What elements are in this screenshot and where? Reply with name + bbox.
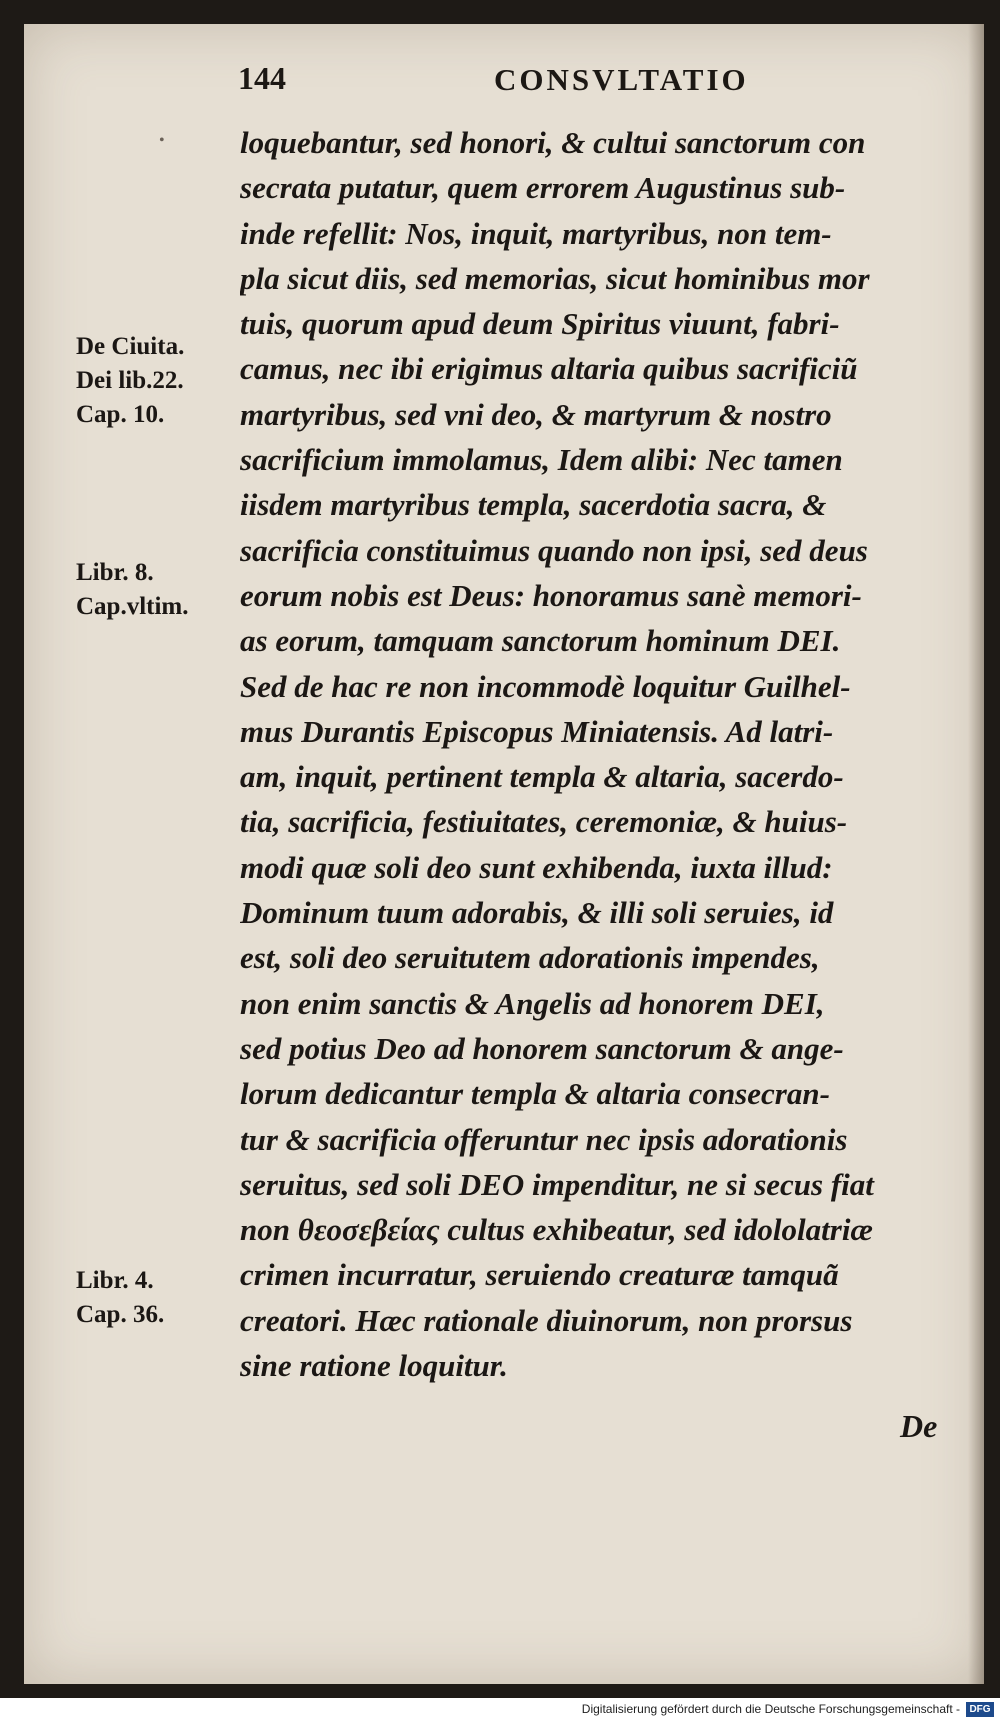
text-line: mus Durantis Episcopus Miniatensis. Ad latri- — [240, 713, 834, 749]
book-page — [24, 24, 984, 1684]
text-line: sed potius Deo ad honorem sanctorum & ange- — [240, 1030, 844, 1066]
margin-note-line: Libr. 8. — [76, 559, 154, 586]
page-number: 144 — [238, 60, 286, 96]
text-line: as eorum, tamquam sanctorum hominum DEI. — [240, 623, 841, 659]
text-line: sacrificium immolamus, Idem alibi: Nec tamen — [240, 442, 843, 478]
body-text — [240, 120, 980, 1388]
page-header — [24, 60, 984, 110]
text-line: est, soli deo seruitutem adorationis impendes, — [240, 940, 820, 976]
text-line: modi quæ soli deo sunt exhibenda, iuxta illud: — [240, 849, 833, 885]
text-line: pla sicut diis, sed memorias, sicut hominibus mor — [240, 260, 870, 296]
text-line: iisdem martyribus templa, sacerdotia sacra, & — [240, 487, 827, 523]
text-line: eorum nobis est Deus: honoramus sanè memori- — [240, 577, 862, 613]
margin-note-line: De Ciuita. — [76, 333, 185, 360]
margin-note-line: Dei lib.22. — [76, 367, 184, 394]
text-line: creatori. Hæc rationale diuinorum, non prorsus — [240, 1302, 853, 1338]
dfg-logo-badge: DFG — [966, 1702, 994, 1717]
text-line: lorum dedicantur templa & altaria consecran- — [240, 1076, 830, 1112]
text-line: non enim sanctis & Angelis ad honorem DEI, — [240, 985, 825, 1021]
catchword: De — [900, 1408, 938, 1444]
text-line: am, inquit, pertinent templa & altaria, sacerdo- — [240, 759, 844, 795]
text-line: inde refellit: Nos, inquit, martyribus, non tem- — [240, 215, 832, 251]
text-line: non θεοσεβείας cultus exhibeatur, sed idololatriæ — [240, 1212, 873, 1248]
running-title: CONSVLTATIO — [494, 62, 749, 97]
text-line: tia, sacrificia, festiuitates, ceremoniæ, & huius- — [240, 804, 848, 840]
text-line: loquebantur, sed honori, & cultui sanctorum con — [240, 125, 866, 160]
text-line: seruitus, sed soli DEO impenditur, ne si secus fiat — [240, 1166, 874, 1202]
text-line: secrata putatur, quem errorem Augustinus sub- — [240, 170, 846, 206]
margin-note-line: Cap. 36. — [76, 1301, 165, 1328]
digitization-footer — [0, 1698, 1000, 1722]
margin-note-de-civitate-dei — [76, 330, 184, 432]
text-line: martyribus, sed vni deo, & martyrum & nostro — [240, 396, 832, 432]
text-line: sine ratione loquitur. — [240, 1348, 508, 1384]
text-line: Sed de hac re non incommodè loquitur Guilhel- — [240, 668, 851, 704]
text-line: camus, nec ibi erigimus altaria quibus sacrificiũ — [240, 351, 858, 387]
funding-notice: Digitalisierung gefördert durch die Deutsche Forschungsgemeinschaft - — [581, 1702, 960, 1716]
margin-note-line: Cap.vltim. — [76, 593, 189, 620]
margin-note-libr-4 — [76, 1264, 164, 1332]
text-line: tur & sacrificia offeruntur nec ipsis adorationis — [240, 1121, 848, 1157]
margin-note-line: Libr. 4. — [76, 1267, 154, 1294]
text-line: sacrificia constituimus quando non ipsi, sed deus — [240, 532, 868, 568]
text-line: crimen incurratur, seruiendo creaturæ tamquã — [240, 1257, 839, 1293]
text-line: tuis, quorum apud deum Spiritus viuunt, fabri- — [240, 306, 840, 342]
margin-note-line: Cap. 10. — [76, 401, 165, 428]
text-line: Dominum tuum adorabis, & illi soli seruies, id — [240, 895, 834, 931]
margin-note-libr-8 — [76, 556, 189, 624]
margin-ornament: • — [159, 132, 165, 149]
